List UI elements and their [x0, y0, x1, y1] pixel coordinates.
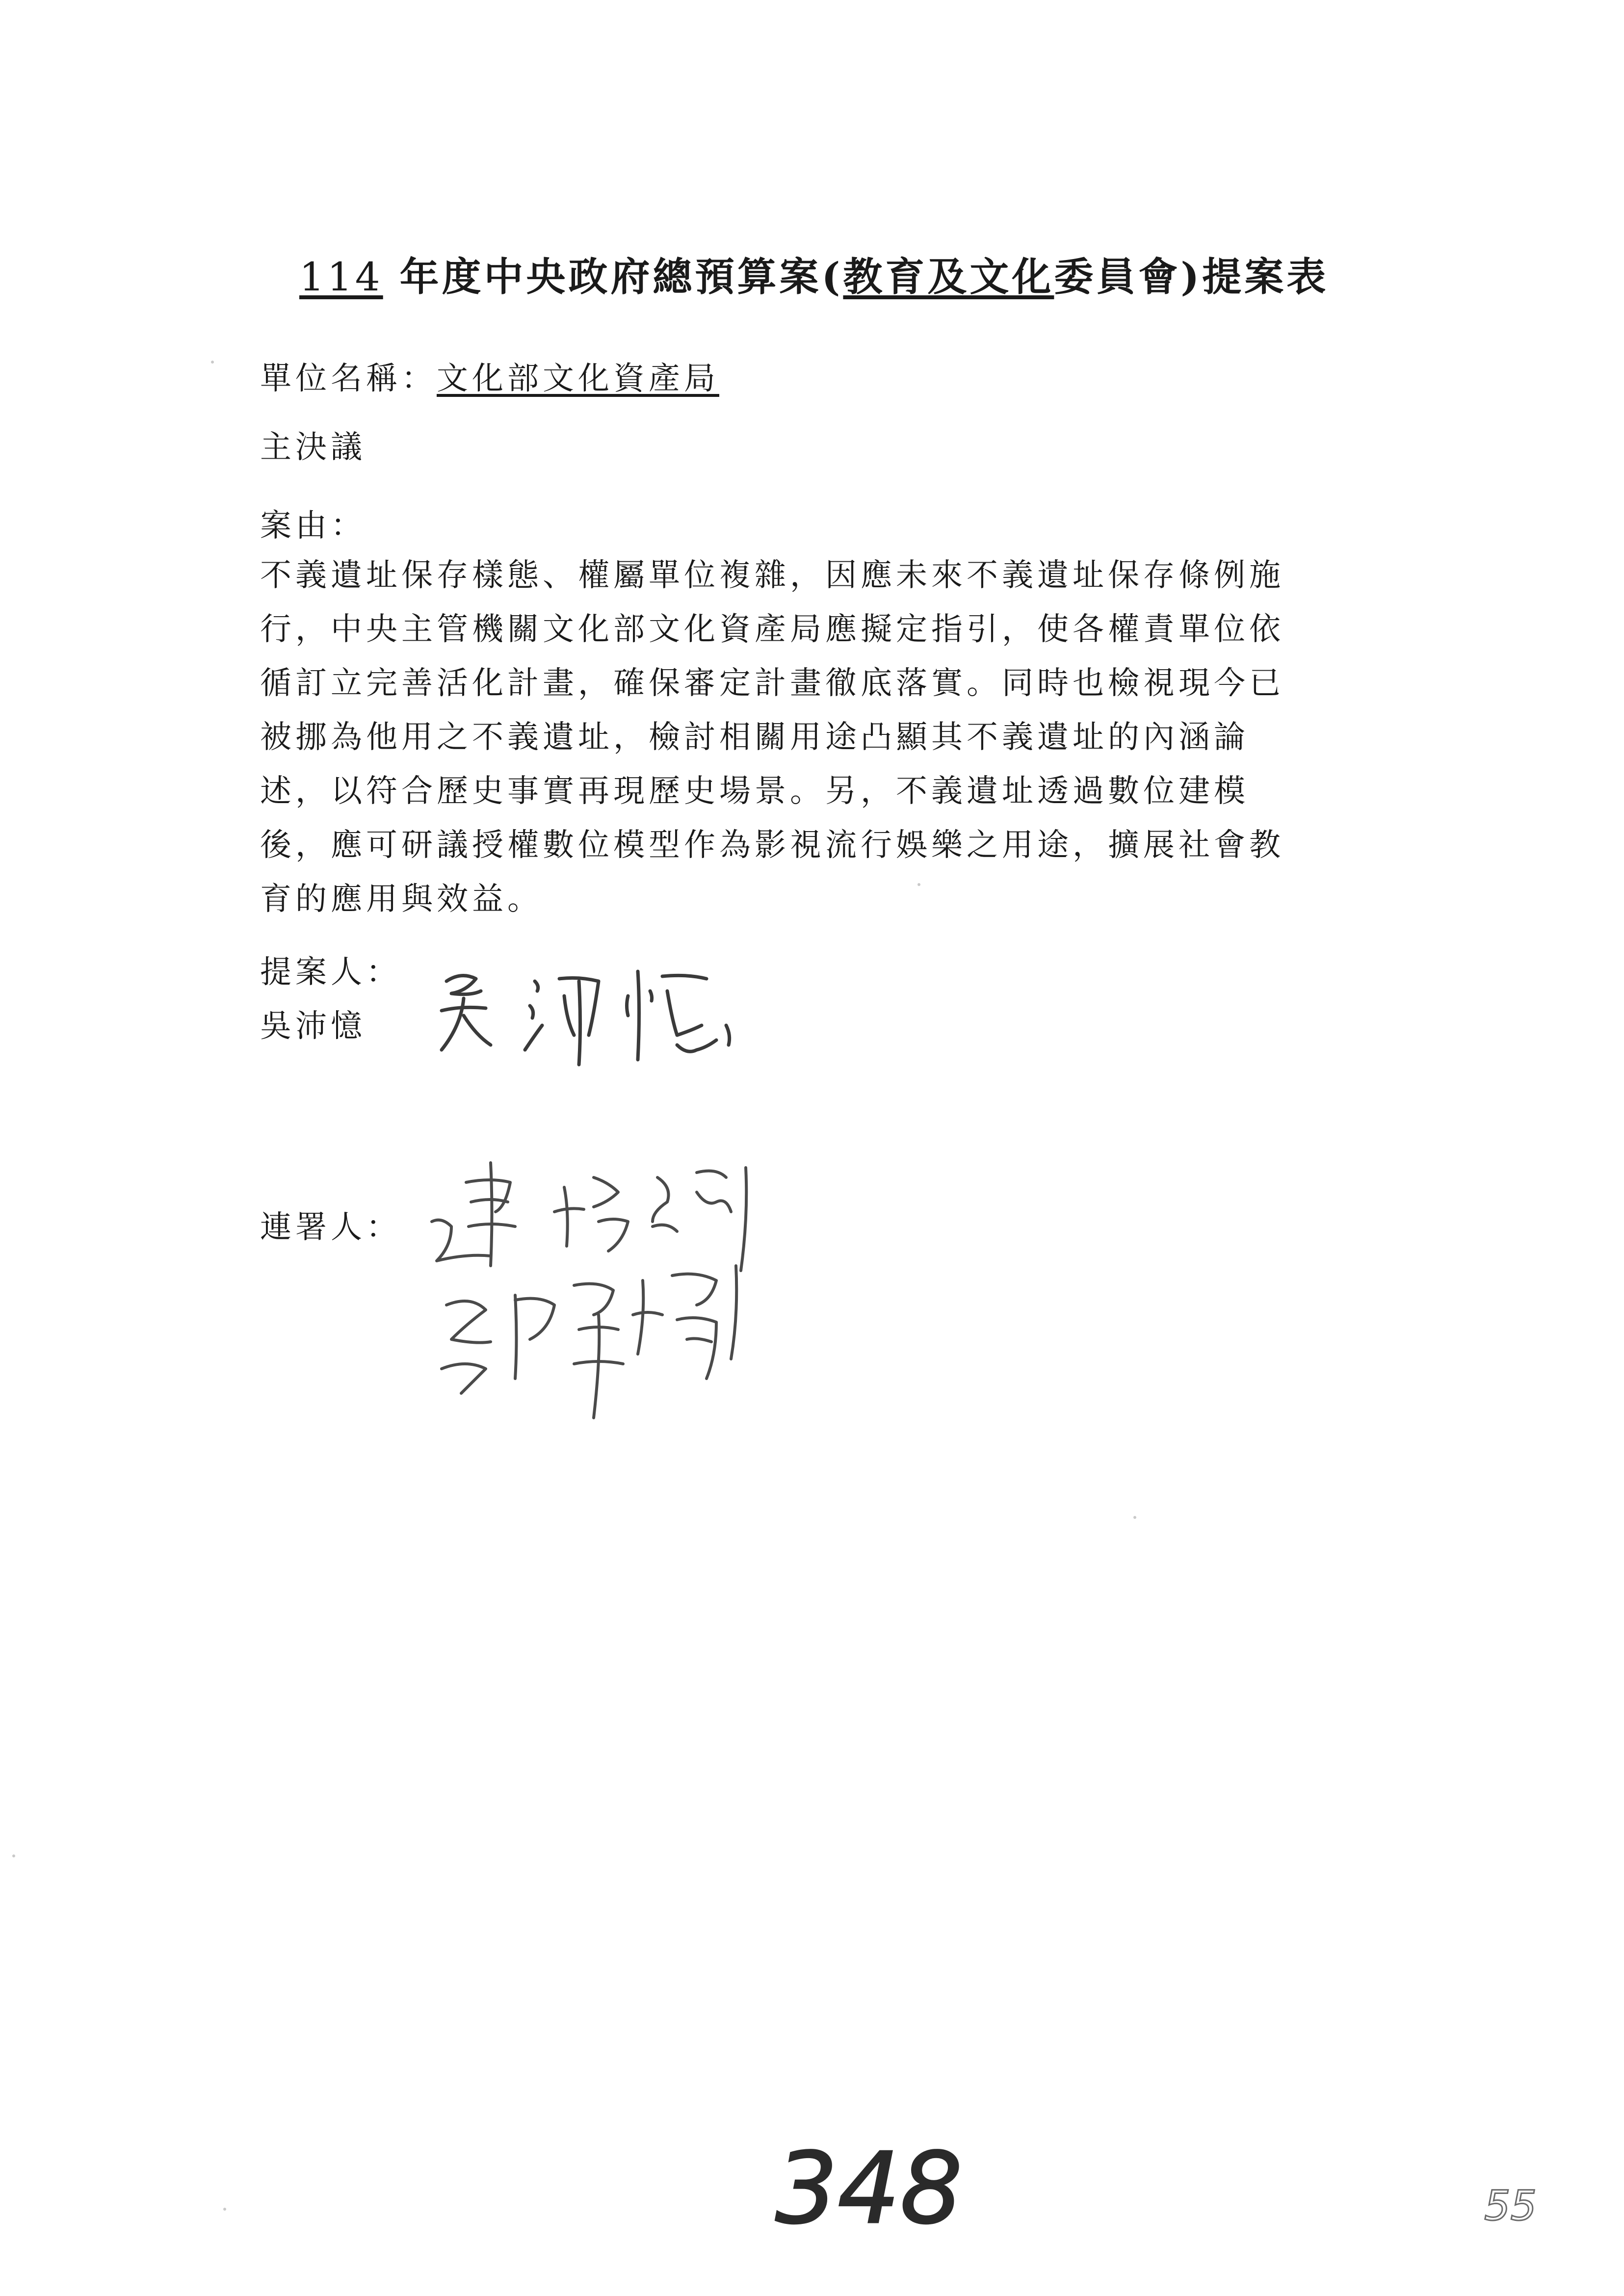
reason-line: 後，應可研議授權數位模型作為影視流行娛樂之用途，擴展社會教	[260, 827, 1284, 863]
unit-label: 單位名稱：	[260, 361, 437, 397]
reason-line: 育的應用與效益。	[260, 881, 543, 917]
reason-line: 行，中央主管機關文化部文化資產局應擬定指引，使各權責單位依	[260, 611, 1284, 648]
title-committee: 教育及文化	[843, 254, 1054, 300]
handwritten-page-number-text: 348	[775, 2132, 963, 2246]
proposer-label: 提案人：	[260, 954, 401, 991]
title-prefix: 年度中央政府總預算案(	[399, 254, 843, 300]
unit-row	[260, 353, 719, 398]
unit-value: 文化部文化資產局	[437, 361, 719, 397]
corner-page-number-text: 55	[1484, 2182, 1537, 2230]
title-suffix: 委員會)提案表	[1054, 254, 1329, 300]
page-title	[299, 245, 1379, 302]
reason-body	[260, 548, 1388, 926]
cosigner-label: 連署人：	[260, 1209, 401, 1246]
scan-speck	[917, 883, 920, 886]
reason-line: 被挪為他用之不義遺址，檢討相關用途凸顯其不義遺址的內涵論	[260, 719, 1249, 756]
scan-speck	[211, 361, 214, 364]
scan-speck	[12, 1854, 15, 1857]
reason-line: 不義遺址保存樣態、權屬單位複雜，因應未來不義遺址保存條例施	[260, 557, 1284, 594]
scan-speck	[1133, 1516, 1136, 1519]
proposer-signature	[432, 952, 765, 1079]
scan-speck	[223, 2208, 226, 2211]
reason-line: 述，以符合歷史事實再現歷史場景。另，不義遺址透過數位建模	[260, 773, 1249, 809]
reason-line: 循訂立完善活化計畫，確保審定計畫徹底落實。同時也檢視現今已	[260, 665, 1284, 702]
handwritten-page-number	[770, 2132, 963, 2246]
cosigner-signature-2	[432, 1256, 765, 1442]
corner-page-number	[1482, 2178, 1550, 2232]
title-year: 114	[299, 254, 383, 300]
reason-label: 案由：	[260, 508, 366, 544]
resolution-type: 主決議	[260, 429, 366, 466]
proposer-name: 吳沛憶	[260, 1008, 366, 1044]
